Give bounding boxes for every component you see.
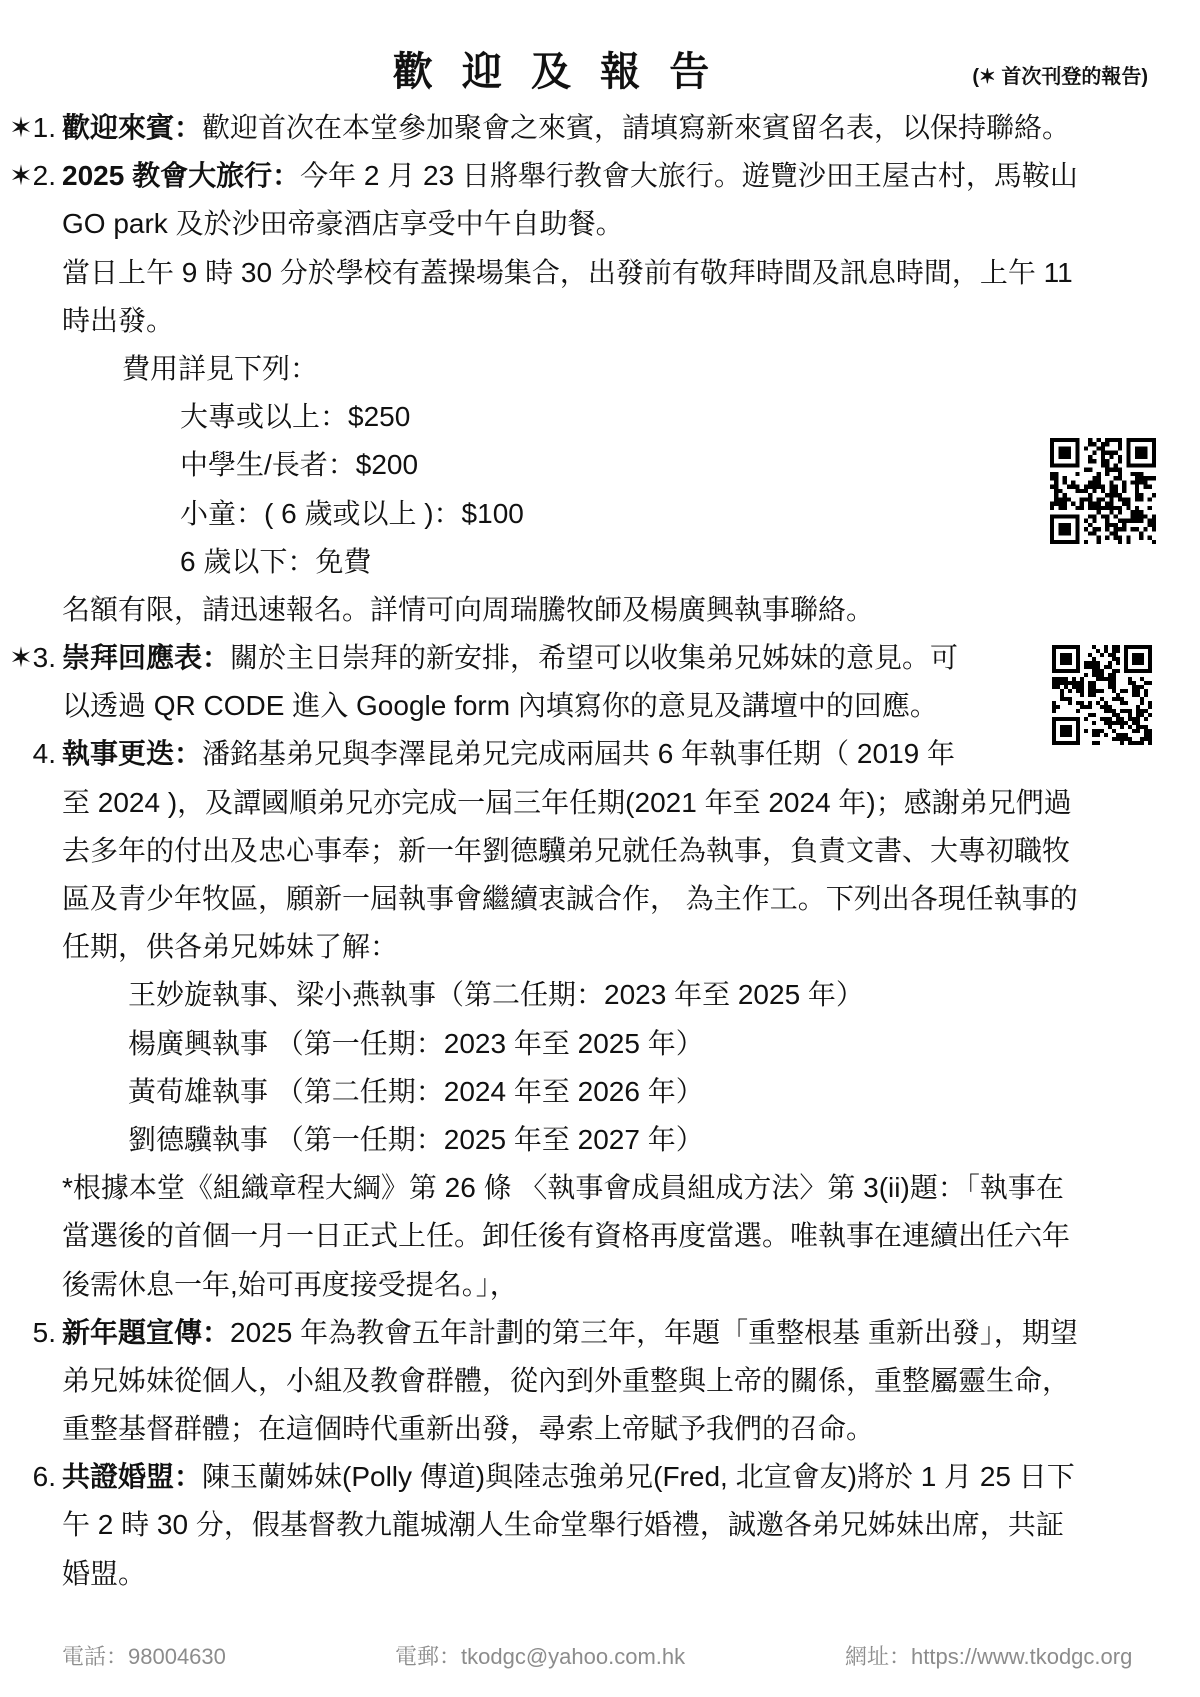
announcement-3-line: 以透過 QR CODE 進入 Google form 內填寫你的意見及講壇中的回應。	[62, 690, 938, 722]
footer-website: 網址：https://www.tkodgc.org	[845, 1644, 1133, 1669]
footer-phone: 電話：98004630	[62, 1644, 226, 1669]
announcement-4-line: 區及青少年牧區，願新一屆執事會繼續衷誠合作， 為主作工。下列出各現任執事的	[62, 883, 1078, 914]
announcement-6-line: 婚盟。	[62, 1557, 147, 1589]
item-marker: 5.	[32, 1316, 56, 1348]
deacon-term: 楊廣興執事 （第一任期：2023 年至 2025 年）	[128, 1027, 704, 1059]
announcement-3-text: 關於主日崇拜的新安排，希望可以收集弟兄姊妹的意見。可	[230, 642, 959, 674]
announcement-1	[0, 104, 1200, 152]
item-marker: 6.	[32, 1461, 56, 1493]
first-publication-note: (✶ 首次刊登的報告)	[972, 66, 1148, 88]
announcement-1-heading: 歡迎來賓：	[62, 112, 203, 143]
price-item: 大專或以上：$250	[180, 401, 411, 433]
announcement-2-line: GO park 及於沙田帝豪酒店享受中午自助餐。	[62, 208, 624, 240]
announcement-6	[0, 1453, 1200, 1501]
announcement-3	[0, 634, 1200, 682]
deacon-term: 王妙旋執事、梁小燕執事（第二任期：2023 年至 2025 年）	[128, 979, 864, 1011]
announcement-5	[0, 1309, 1200, 1357]
announcement-6-text: 陳玉蘭姊妹(Polly 傳道)與陸志強弟兄(Fred, 北宣會友)將於 1 月 25 日下	[202, 1461, 1075, 1493]
deacon-term: 黃荀雄執事 （第二任期：2024 年至 2026 年）	[128, 1075, 704, 1107]
announcement-4-line: 至 2024 )，及譚國順弟兄亦完成一屆三年任期(2021 年至 2024 年)；感謝弟兄們過	[62, 786, 1072, 818]
announcement-5-line: 重整基督群體；在這個時代重新出發，尋索上帝賦予我們的召命。	[62, 1413, 875, 1445]
announcement-list	[0, 104, 1200, 1598]
announcement-2	[0, 152, 1200, 200]
announcement-4-heading: 執事更迭：	[62, 738, 203, 770]
item-marker: ✶2.	[9, 160, 56, 192]
item-marker: 4.	[32, 738, 56, 770]
announcement-2-text: 今年 2 月 23 日將舉行教會大旅行。遊覽沙田王屋古村，馬鞍山	[300, 160, 1078, 192]
announcement-2-closing: 名額有限，請迅速報名。詳情可向周瑞騰牧師及楊廣興執事聯絡。	[62, 593, 875, 625]
price-item: 小童：( 6 歲或以上 )：$100	[180, 497, 524, 529]
bylaw-note-line: 後需休息一年,始可再度接受提名。」，	[62, 1268, 518, 1300]
announcement-3-heading: 崇拜回應表：	[62, 642, 231, 674]
price-item: 中學生/長者：$200	[180, 449, 419, 481]
announcement-5-heading: 新年題宣傳：	[62, 1316, 231, 1348]
announcement-1-text: 歡迎首次在本堂參加聚會之來賓，請填寫新來賓留名表，以保持聯絡。	[202, 112, 1071, 143]
announcement-4	[0, 730, 1200, 778]
item-marker: ✶3.	[9, 642, 56, 674]
announcement-2-heading: 2025 教會大旅行：	[62, 160, 301, 192]
announcement-4-line: 去多年的付出及忠心事奉；新一年劉德驥弟兄就任為執事，負責文書、大專初職牧	[62, 834, 1071, 866]
announcement-6-line: 午 2 時 30 分，假基督教九龍城潮人生命堂舉行婚禮，誠邀各弟兄姊妹出席，共証	[62, 1509, 1064, 1541]
deacon-term: 劉德驥執事 （第一任期：2025 年至 2027 年）	[128, 1123, 704, 1155]
page-title: 歡 迎 及 報 告	[392, 50, 712, 94]
announcement-5-text: 2025 年為教會五年計劃的第三年，年題「重整根基 重新出發」，期望	[230, 1316, 1078, 1348]
trip-qr-code-icon	[1050, 438, 1156, 544]
bylaw-note-line: *根據本堂《組織章程大綱》第 26 條 〈執事會成員組成方法〉第 3(ii)題：「執事在	[62, 1172, 1064, 1204]
footer-email: 電郵：tkodgc@yahoo.com.hk	[395, 1644, 686, 1669]
item-marker: ✶1.	[9, 112, 56, 143]
price-item: 6 歲以下：免費	[180, 545, 372, 577]
announcement-2-line: 時出發。	[62, 304, 175, 336]
announcement-6-heading: 共證婚盟：	[62, 1461, 203, 1493]
worship-response-form-qr-code-icon	[1052, 645, 1152, 745]
bylaw-note-line: 當選後的首個一月一日正式上任。卸任後有資格再度當選。唯執事在連續出任六年	[62, 1220, 1071, 1252]
announcement-5-line: 弟兄姊妹從個人，小組及教會群體，從內到外重整與上帝的關係，重整屬靈生命，	[62, 1364, 1071, 1396]
price-list-header: 費用詳見下列：	[122, 352, 319, 384]
announcement-2-line: 當日上午 9 時 30 分於學校有蓋操場集合，出發前有敬拜時間及訊息時間，上午 11	[62, 256, 1073, 288]
announcement-4-line: 任期，供各弟兄姊妹了解：	[62, 931, 399, 963]
announcement-4-text: 潘銘基弟兄與李澤昆弟兄完成兩屆共 6 年執事任期（ 2019 年	[202, 738, 955, 770]
